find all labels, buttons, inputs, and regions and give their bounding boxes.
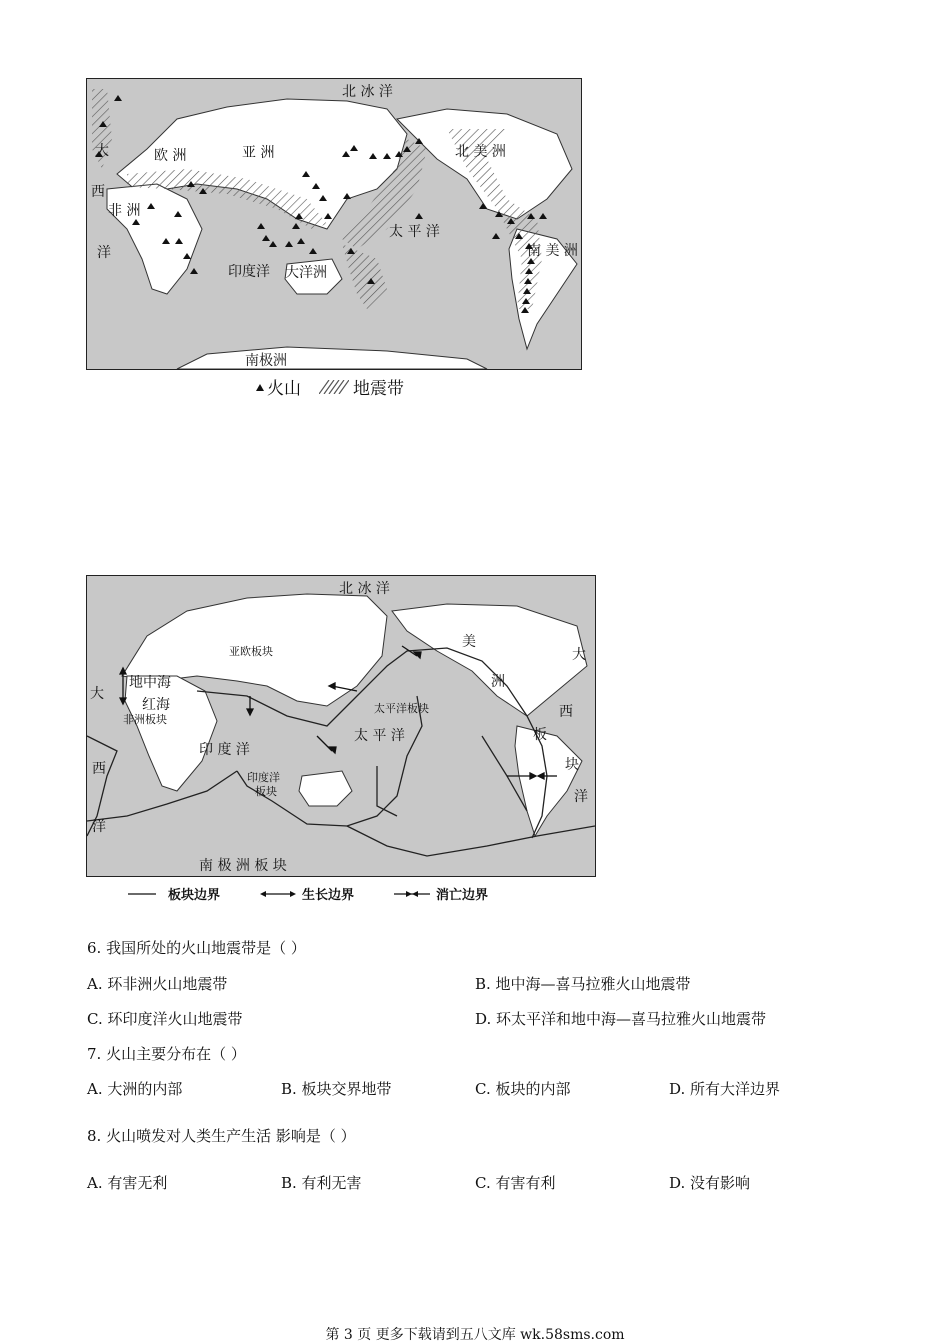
volcano-marker — [297, 238, 305, 244]
label-pacific: 太 平 洋 — [389, 224, 440, 240]
volcano-marker — [269, 241, 277, 247]
legend-growth-label: 生长边界 — [302, 888, 355, 903]
label-europe: 欧 洲 — [154, 148, 187, 164]
antarctica-landmass — [177, 347, 487, 369]
question-7-option-d[interactable]: D. 所有大洋边界 — [669, 1080, 781, 1098]
legend-subduction-label: 消亡边界 — [436, 888, 489, 903]
volcano-marker — [309, 248, 317, 254]
label-atl-da: 大 — [572, 647, 586, 663]
question-8-option-c[interactable]: C. 有害有利 — [475, 1174, 556, 1192]
label-antarctica: 南极洲 — [245, 353, 287, 369]
label-atl-left-yang: 洋 — [92, 819, 106, 835]
label-arctic: 北 冰 洋 — [339, 581, 390, 597]
volcano-marker — [190, 268, 198, 274]
volcano-marker — [539, 213, 547, 219]
question-6-stem: 6. 我国所处的火山地震带是（ ） — [87, 939, 306, 957]
label-asia: 亚 洲 — [242, 145, 275, 161]
label-america-kuai: 块 — [565, 757, 579, 773]
question-6-option-d[interactable]: D. 环太平洋和地中海—喜马拉雅火山地震带 — [475, 1010, 767, 1028]
volcano-legend-icon — [255, 382, 265, 392]
label-red-sea: 红海 — [142, 697, 170, 713]
volcano-marker — [262, 235, 270, 241]
africa-landmass — [125, 676, 217, 791]
volcano-earthquake-map — [86, 78, 582, 370]
label-arctic: 北 冰 洋 — [342, 84, 393, 100]
plate-boundary-line — [347, 826, 595, 856]
label-atlantic-xi: 西 — [91, 184, 105, 200]
question-7-option-b[interactable]: B. 板块交界地带 — [281, 1080, 392, 1098]
question-8-option-b[interactable]: B. 有利无害 — [281, 1174, 362, 1192]
page-footer: 第 3 页 更多下载请到五八文库 wk.58sms.com — [325, 1327, 625, 1343]
map2-legend — [128, 884, 488, 903]
quake-legend-icon — [319, 380, 349, 394]
label-eurasia-plate: 亚欧板块 — [229, 645, 273, 658]
label-atl-yang: 洋 — [574, 789, 588, 805]
volcano-marker — [415, 213, 423, 219]
label-america-zhou: 洲 — [491, 674, 505, 690]
question-7-option-a[interactable]: A. 大洲的内部 — [87, 1080, 183, 1098]
label-indian-plate-2: 板块 — [255, 785, 277, 798]
question-8-option-d[interactable]: D. 没有影响 — [669, 1174, 751, 1192]
label-indian: 印 度 洋 — [199, 742, 250, 758]
label-america-ban: 板 — [533, 727, 547, 743]
label-indian-ocean: 印度洋 — [228, 264, 270, 280]
question-8-option-a[interactable]: A. 有害无利 — [87, 1174, 168, 1192]
label-atl-left-xi: 西 — [92, 761, 106, 777]
legend-volcano-label: 火山 — [267, 379, 301, 399]
volcano-earthquake-map-svg — [87, 79, 581, 369]
label-pacific-plate: 太平洋板块 — [374, 702, 429, 715]
label-africa-plate: 非洲板块 — [123, 713, 167, 726]
label-med-sea: 地中海 — [129, 675, 171, 691]
label-atl-left-da: 大 — [90, 686, 104, 702]
label-antarctic-plate: 南 极 洲 板 块 — [199, 858, 287, 874]
plate-tectonics-map — [86, 575, 596, 877]
volcano-marker — [114, 95, 122, 101]
volcano-marker — [492, 233, 500, 239]
question-7-option-c[interactable]: C. 板块的内部 — [475, 1080, 571, 1098]
question-8-stem: 8. 火山喷发对人类生产生活 影响是（ ） — [87, 1127, 356, 1145]
label-oceania: 大洋洲 — [285, 265, 327, 281]
label-south-america: 南 美 洲 — [527, 243, 578, 259]
subduction-legend-icon — [394, 889, 430, 899]
label-pacific: 太 平 洋 — [354, 728, 405, 744]
question-6-option-c[interactable]: C. 环印度洋火山地震带 — [87, 1010, 243, 1028]
boundary-legend-icon — [128, 889, 156, 899]
volcano-marker — [285, 241, 293, 247]
volcano-marker — [292, 223, 300, 229]
growth-legend-icon — [260, 889, 296, 899]
plate-tectonics-map-svg — [87, 576, 595, 876]
legend-boundary-label: 板块边界 — [168, 888, 221, 903]
australia-landmass — [299, 771, 352, 806]
label-indian-plate-1: 印度洋 — [247, 771, 280, 784]
question-7-stem: 7. 火山主要分布在（ ） — [87, 1045, 246, 1063]
africa-landmass — [107, 184, 202, 294]
volcano-marker — [257, 223, 265, 229]
question-6-option-a[interactable]: A. 环非洲火山地震带 — [87, 975, 228, 993]
label-america-mei: 美 — [462, 634, 476, 650]
question-6-option-b[interactable]: B. 地中海—喜马拉雅火山地震带 — [475, 975, 691, 993]
label-north-america: 北 美 洲 — [455, 144, 506, 160]
legend-quake-label: 地震带 — [353, 379, 404, 399]
south-america-landmass — [515, 726, 582, 836]
label-africa: 非 洲 — [108, 203, 141, 219]
map1-legend — [255, 374, 404, 399]
plate-boundary-line — [377, 766, 397, 816]
label-atl-xi: 西 — [559, 704, 573, 720]
north-america-landmass — [392, 604, 587, 716]
label-atlantic-yang: 洋 — [97, 245, 111, 261]
label-atlantic-da: 大 — [95, 143, 109, 159]
